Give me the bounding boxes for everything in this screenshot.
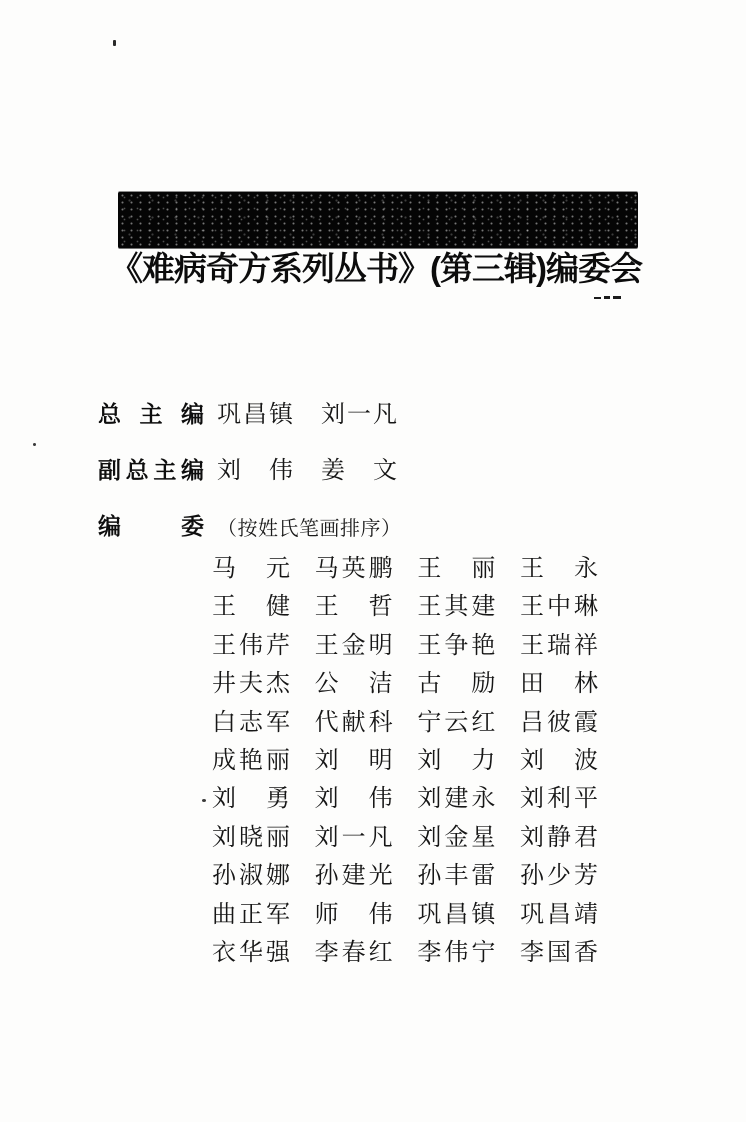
member-name: 刘 一 凡 [314,823,393,851]
sort-order-note: （按姓氏笔画排序） [217,518,402,540]
members-row [212,594,598,632]
member-name: 宁 云 红 [417,708,496,736]
member-name: 白 志 军 [212,708,290,736]
member-name: 孙 丰 雷 [417,862,496,890]
member-name: 刘 力 [417,746,496,774]
committee-label-row [98,514,402,541]
inked-redaction-bar [118,192,638,248]
committee-members-grid [212,556,598,978]
deputy-chief-editor-names [217,458,397,483]
member-name: 刘 勇 [212,785,290,813]
members-row [212,940,598,978]
member-name: 孙 少 芳 [519,862,598,890]
members-row [212,863,598,901]
member-name: 师 伟 [314,900,393,928]
member-name: 田 林 [519,670,598,698]
member-name: 曲 正 军 [212,900,290,928]
member-name: 王 丽 [417,555,496,582]
member-name: 刘 波 [519,746,598,774]
members-row [212,710,598,748]
deputy-chief-editor-row [98,458,397,483]
member-name: 王 健 [212,593,290,621]
member-name: 李 伟 宁 [417,938,496,966]
page-title: 《难病奇方系列丛书》(第三辑)编委会 [110,250,642,287]
member-name: 巩 昌 镇 [417,900,496,928]
member-name: 王 永 [519,555,598,582]
editor-name: 刘 伟 [217,457,293,484]
deputy-chief-editor-label: 副 总 主 编 [98,457,204,483]
chief-editor-names [217,402,397,427]
member-name: 王 中 琳 [519,593,598,621]
member-name: 古 励 [417,670,496,698]
chief-editor-row [98,402,397,427]
members-row [212,671,598,709]
editor-name: 巩 昌 镇 [217,401,293,428]
members-row [212,902,598,940]
member-name: 孙 淑 娜 [212,862,290,890]
member-name: 王 瑞 祥 [519,631,598,659]
member-name: 刘 静 君 [519,823,598,851]
member-name: 李 国 香 [519,938,598,966]
member-name: 马 元 [212,555,290,582]
members-row [212,825,598,863]
editor-name: 姜 文 [321,457,397,484]
members-row [212,786,598,824]
member-name: 代 献 科 [314,708,393,736]
member-name: 孙 建 光 [314,862,393,890]
member-name: 刘 明 [314,746,393,774]
member-name: 刘 利 平 [519,785,598,813]
dashed-mark-icon [594,296,621,299]
member-name: 马 英 鹏 [314,555,393,582]
member-name: 公 洁 [314,670,393,698]
member-name: 王 其 建 [417,593,496,621]
members-row [212,748,598,786]
member-name: 王 金 明 [314,631,393,659]
chief-editor-label: 总 主 编 [98,401,204,427]
member-name: 井 夫 杰 [212,670,290,698]
ink-dot-icon [202,799,206,802]
members-row [212,556,598,594]
members-row [212,633,598,671]
committee-label: 编 委 [98,513,204,539]
member-name: 刘 金 星 [417,823,496,851]
ink-speck-icon [113,40,116,46]
member-name: 王 伟 芹 [212,631,290,659]
member-name: 巩 昌 靖 [519,900,598,928]
member-name: 衣 华 强 [212,938,290,966]
member-name: 刘 晓 丽 [212,823,290,851]
editor-name: 刘 一 凡 [321,401,397,428]
member-name: 王 哲 [314,593,393,621]
member-name: 刘 伟 [314,785,393,813]
member-name: 吕 彼 霞 [519,708,598,736]
member-name: 成 艳 丽 [212,746,290,774]
ink-dot-icon [33,443,36,446]
member-name: 李 春 红 [314,938,393,966]
member-name: 刘 建 永 [417,785,496,813]
member-name: 王 争 艳 [417,631,496,659]
